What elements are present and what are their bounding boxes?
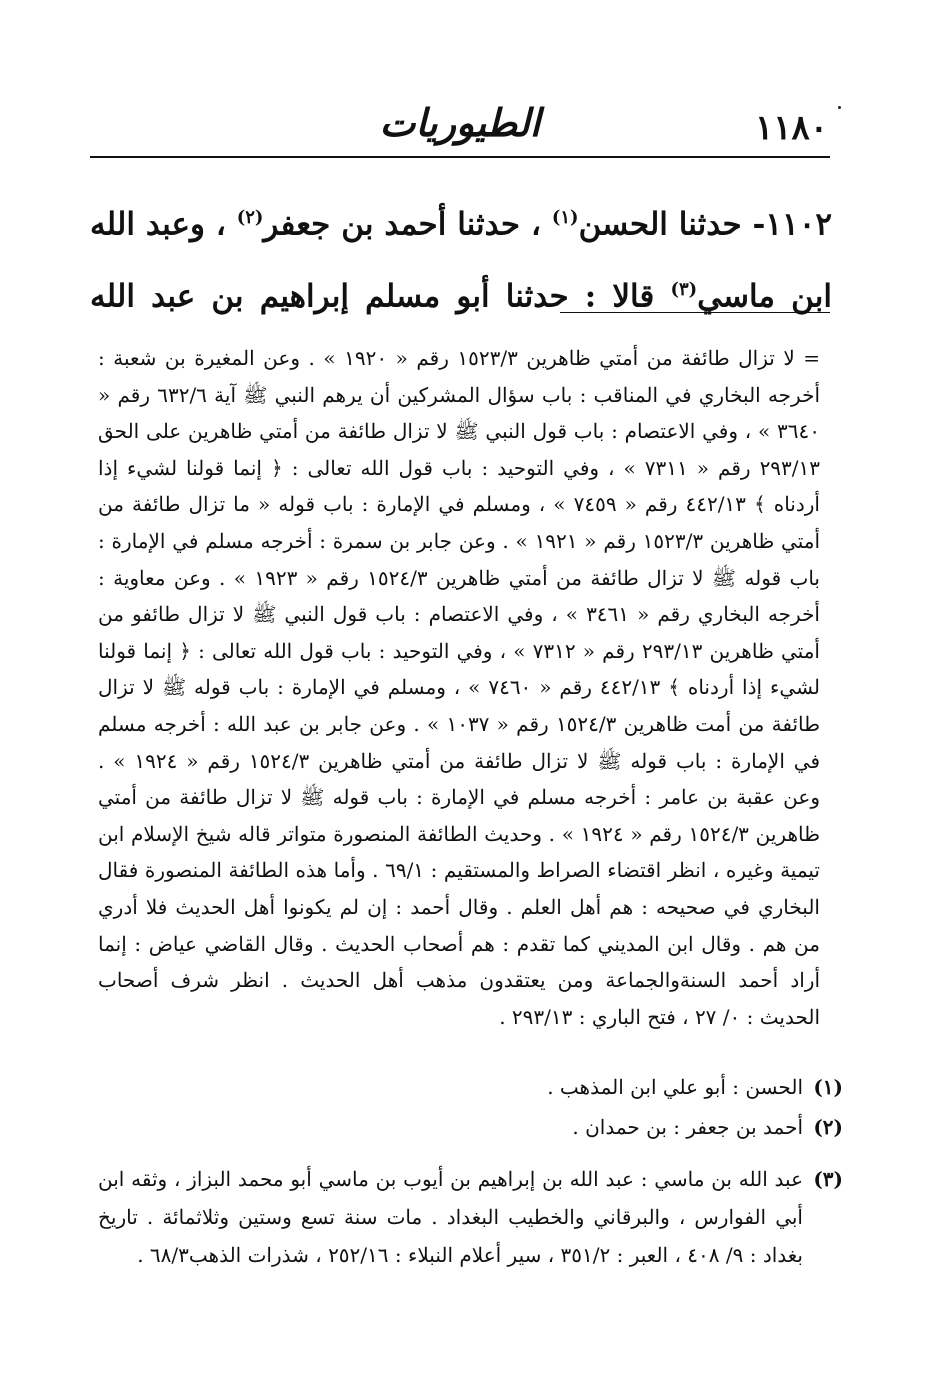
page-header [90, 100, 830, 150]
footnote-number: (١) [813, 1075, 843, 1099]
footnote-marker: (٣) [670, 279, 698, 301]
footnote-marker: (٢) [236, 207, 264, 228]
footnote-marker: (١) [551, 207, 579, 228]
hadith-line-2 [90, 257, 832, 329]
footnote-text: عبد الله بن ماسي : عبد الله بن إبراهيم بن أيوب بن ماسي أبو محمد البزاز ، وثقه ابن أبي الفوارس ، والبرقاني والخطيب البغداد . مات سنة تسع وستين وثلاثمائة . تاريخ بغداد : ٩/ ٤٠٨ ، العبر : ٣٥١/٢ ، سير أعلام النبلاء : ٢٥٢/١٦ ، شذرات الذهب٦٨/٣ . [98, 1167, 803, 1267]
running-title: الطيوريات [379, 100, 541, 145]
footnote-item [98, 1108, 843, 1146]
hadith-segment: ، وعبد الله [90, 206, 226, 243]
hadith-segment: ، حدثنا أحمد بن جعفر [263, 206, 541, 243]
speck-mark [838, 106, 841, 109]
page-number: ١١٨٠ [754, 108, 828, 148]
header-rule [90, 156, 830, 158]
hadith-segment: ابن ماسي [697, 278, 832, 315]
hadith-text [90, 185, 832, 330]
footnote-number: (٣) [813, 1167, 843, 1191]
commentary-paragraph: = لا تزال طائفة من أمتي ظاهرين ١٥٢٣/٣ رقم « ١٩٢٠ » . وعن المغيرة بن شعبة : أخرجه البخاري في المناقب : باب سؤال المشركين أن يرهم النبي ﷺ آية ٦٣٢/٦ رقم « ٣٦٤٠ » ، وفي الاعتصام : باب قول النبي ﷺ لا تزال طائفة من أمتي ظاهرين على الحق ٢٩٣/١٣ رقم « ٧٣١١ » ، وفي التوحيد : باب قول الله تعالى : ﴿ إنما قولنا لشيء إذا أردناه ﴾ ٤٤٢/١٣ رقم « ٧٤٥٩ » ، ومسلم في الإمارة : باب قوله « ما تزال طائفة من أمتي ظاهرين ١٥٢٣/٣ رقم « ١٩٢١ » . وعن جابر بن سمرة : أخرجه مسلم في الإمارة : باب قوله ﷺ لا تزال طائفة من أمتي ظاهرين ١٥٢٤/٣ رقم « ١٩٢٣ » . وعن معاوية : أخرجه البخاري رقم « ٣٤٦١ » ، وفي الاعتصام : باب قول النبي ﷺ لا تزال طائفو من أمتي ظاهرين ٢٩٣/١٣ رقم « ٧٣١٢ » ، وفي التوحيد : باب قول الله تعالى : ﴿ إنما قولنا لشيء إذا أردناه ﴾ ٤٤٢/١٣ رقم « ٧٤٦٠ » ، ومسلم في الإمارة : باب قوله ﷺ لا تزال طائفة من أمت ظاهرين ١٥٢٤/٣ رقم « ١٠٣٧ » . وعن جابر بن عبد الله : أخرجه مسلم في الإمارة : باب قوله ﷺ لا تزال طائفة من أمتي ظاهرين ١٥٢٤/٣ رقم « ١٩٢٤ » . وعن عقبة بن عامر : أخرجه مسلم في الإمارة : باب قوله ﷺ لا تزال طائفة من أمتي ظاهرين ١٥٢٤/٣ رقم « ١٩٢٤ » . وحديث الطائفة المنصورة متواتر قاله شيخ الإسلام ابن تيمية وغيره ، انظر اقتضاء الصراط والمستقيم : ٦٩/١ . وأما هذه الطائفة المنصورة فقال البخاري في صحيحه : هم أهل العلم . وقال أحمد : إن لم يكونوا أهل الحديث فلا أدري من هم . وقال ابن المديني كما تقدم : هم أصحاب الحديث . وقال القاضي عياض : إنما أراد أحمد السنةوالجماعة ومن يعتقدون مذهب أهل الحديث . انظر شرف أصحاب الحديث : ٠/ ٢٧ ، فتح الباري : ٢٩٣/١٣ . [98, 346, 821, 1029]
hadith-segment: قالا : حدثنا أبو مسلم إبراهيم بن عبد الله [90, 278, 655, 315]
hadith-separator-rule [560, 312, 830, 313]
footnote-item [98, 1068, 843, 1106]
footnote-number: (٢) [813, 1115, 843, 1139]
hadith-line-1 [90, 185, 832, 257]
footnotes-section [98, 1068, 843, 1274]
hadith-segment: ١١٠٢- حدثنا الحسن [578, 206, 833, 243]
footnote-text: أحمد بن جعفر : بن حمدان . [572, 1115, 803, 1139]
footnote-item [98, 1160, 843, 1274]
footnote-text: الحسن : أبو علي ابن المذهب . [547, 1075, 803, 1099]
